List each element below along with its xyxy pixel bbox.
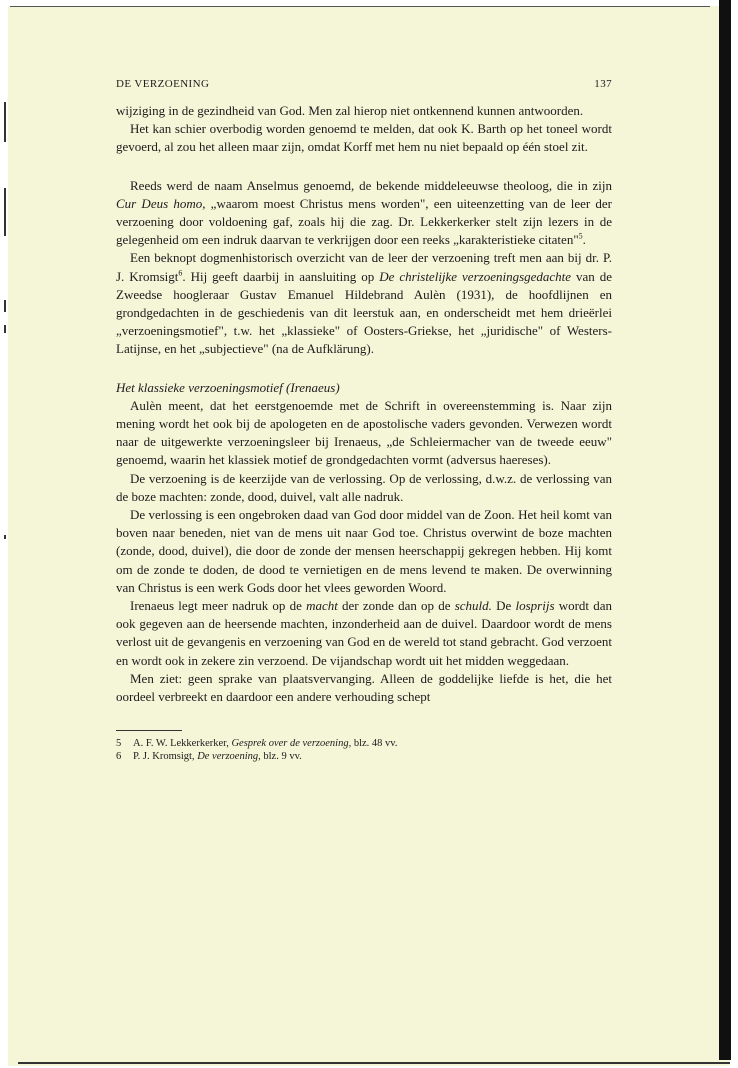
top-scan-edge <box>10 6 710 7</box>
paragraph-9: Men ziet: geen sprake van plaatsvervanging. Alleen de goddelijke liefde is het, die het oordeel verbreekt en daardoor een andere verhouding schept <box>116 670 612 705</box>
paragraph-4: Een beknopt dogmenhistorisch overzicht van de leer der verzoening treft men aan bij dr. P. J. Kromsigt$^6$. Hij geeft daarbij in aansluiting op De christelijke verzoeningsgedachte van de Zweedse hoogleraar Gustav Emanuel Hildebrand Aulèn (1931), de hoofdlijnen en grondgedachten in de geschiedenis van dit leerstuk aan, en onderscheidt met hem drieërlei „verzoeningsmotief", t.w. het „klassieke" of Oosters-Griekse, het „juridische" of Westers-Latijnse, en het „subjectieve" (na de Aufklärung). <box>116 250 613 357</box>
footnote-5: 5 A. F. W. Lekkerkerker, Gesprek over de verzoening, blz. 48 vv. <box>116 738 398 750</box>
paragraph-5: Aulèn meent, dat het eerstgenoemde met de Schrift in overeenstemming is. Naar zijn mening wordt het ook bij de apologeten en de apostolische vaders gevonden. Verwezen wordt naar de uitgewerkte verzoeningsleer bij Irenaeus, „de Schleiermacher van de tweede eeuw" genoemd, waarin het klassiek motief de grondgedachten vormt (adversus haereses). <box>116 397 612 468</box>
body-text <box>116 102 612 706</box>
book-page <box>116 78 612 763</box>
left-scan-marks <box>0 0 10 1068</box>
page-number: 137 <box>594 78 612 90</box>
paragraph-8: Irenaeus legt meer nadruk op de macht der zonde dan op de schuld. De losprijs wordt dan ook gegeven aan de heersende machten, inzonderheid aan de duivel. Daardoor wordt de mens verlost uit de gevangenis en verzoening van God en de wereld tot stand gebracht. God verzoent en wordt ook in zekere zin verzoend. De vijandschap wordt uit het midden weggedaan. <box>116 598 612 668</box>
paragraph-2: Het kan schier overbodig worden genoemd te melden, dat ook K. Barth op het toneel wordt gevoerd, al zou het alleen maar zijn, omdat Korff met hem nu niet bepaald op één stoel zit. <box>116 121 612 155</box>
book-title-christelijke-verzoeningsgedachte: De christelijke verzoeningsgedachte <box>379 268 572 284</box>
paragraph-1: wijziging in de gezindheid van God. Men zal hierop niet ontkennend kunnen antwoorden. <box>116 103 584 118</box>
running-head <box>116 78 612 90</box>
footnote-ref-5: 5 <box>578 231 583 241</box>
footnote-divider <box>116 730 182 731</box>
book-title-cur-deus-homo: Cur Deus homo, <box>116 195 206 211</box>
chapter-title: DE VERZOENING <box>116 78 210 90</box>
paragraph-6: De verzoening is de keerzijde van de verlossing. Op de verlossing, d.w.z. de verlossing van de boze machten: zonde, dood, duivel, valt alle nadruk. <box>116 470 612 504</box>
footnotes <box>116 737 612 763</box>
paragraph-7: De verlossing is een ongebroken daad van God door middel van de Zoon. Het heil komt van boven naar beneden, niet van de mens uit naar God toe. Christus overwint de boze machten (zonde, dood, duivel), die door de zonde der mensen heerschappij gekregen hebben. Hij komt om de zonde te doden, de dood te vernietigen en de mens levend te maken. De overwinning van Christus is een werk Gods door het vlees geworden Woord. <box>116 507 612 595</box>
footnote-ref-6: 6 <box>178 268 183 278</box>
right-scan-edge <box>719 0 731 1060</box>
bottom-scan-edge <box>18 1062 730 1064</box>
section-heading: Het klassieke verzoeningsmotief (Irenaeus) <box>116 379 340 395</box>
footnote-6: 6 P. J. Kromsigt, De verzoening, blz. 9 vv. <box>116 751 302 763</box>
paragraph-3: Reeds werd de naam Anselmus genoemd, de bekende middeleeuwse theoloog, die in zijn Cur Deus homo, „waarom moest Christus mens worden", een uiteenzetting van de leer der verzoening door voldoening gaf, zoals hij die zag. Dr. Lekkerkerker stelt zijn lezers in de gelegenheid om een indruk daarvan te verkrijgen door een reeks „karakteristieke citaten"$^5$. <box>116 177 612 248</box>
